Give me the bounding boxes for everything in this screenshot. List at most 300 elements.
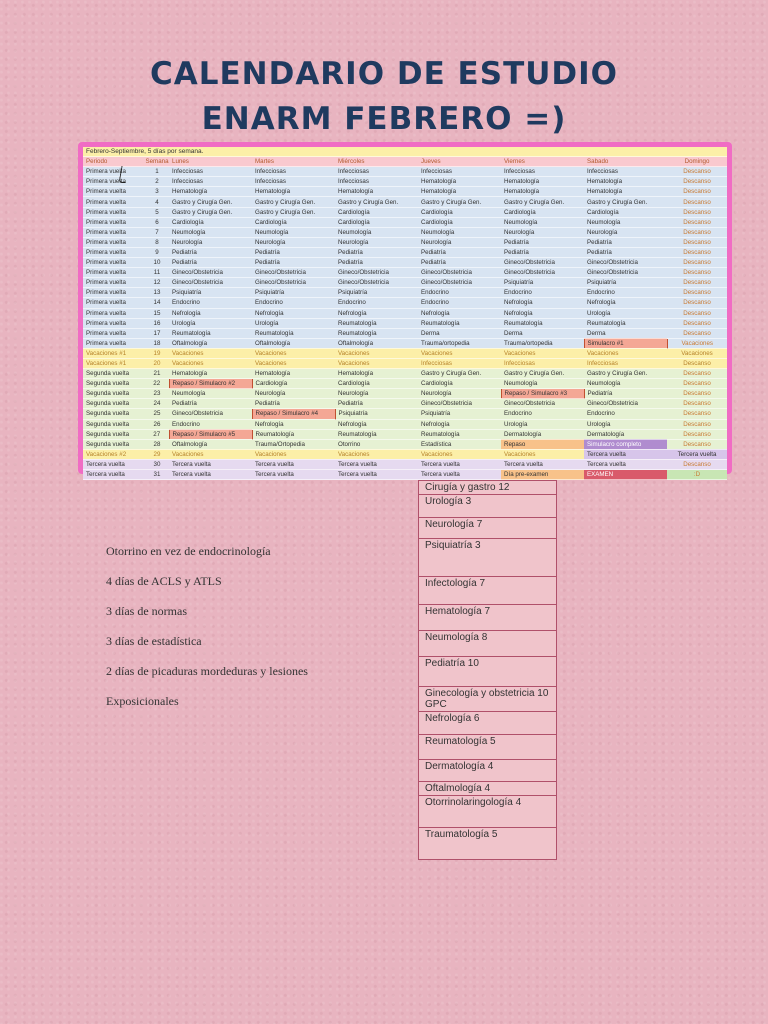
calendar-cell: Vacaciones xyxy=(335,358,418,368)
calendar-cell: Reumatología xyxy=(252,429,335,439)
calendar-cell: Neurología xyxy=(252,237,335,247)
subject-row: Traumatología 5 xyxy=(425,829,498,840)
calendar-cell: Descanso xyxy=(667,207,727,217)
calendar-cell: Gastro y Cirugía Gen. xyxy=(169,207,252,217)
calendar-row xyxy=(83,278,727,288)
calendar-row xyxy=(83,308,727,318)
calendar-cell: 18 xyxy=(145,338,169,348)
calendar-cell: Cardiología xyxy=(335,207,418,217)
calendar-cell: Gineco/Obstetricia xyxy=(252,268,335,278)
calendar-cell: 13 xyxy=(145,288,169,298)
calendar-cell: Endocrino xyxy=(335,298,418,308)
calendar-cell: Pediatría xyxy=(252,399,335,409)
calendar-cell: Urología xyxy=(252,318,335,328)
note-item: 3 días de normas xyxy=(106,604,187,618)
calendar-cell: Hematología xyxy=(501,187,584,197)
calendar-cell: Gineco/Obstetricia xyxy=(584,258,667,268)
calendar-cell: Gineco/Obstetricia xyxy=(169,278,252,288)
calendar-cell: Urología xyxy=(169,318,252,328)
calendar-cell: Gineco/Obstetricia xyxy=(252,278,335,288)
calendar-cell: Gastro y Cirugía Gen. xyxy=(501,369,584,379)
calendar-cell: Infecciosas xyxy=(252,177,335,187)
calendar-cell: Dermatología xyxy=(501,429,584,439)
calendar-cell: Nefrología xyxy=(584,298,667,308)
calendar-row xyxy=(83,217,727,227)
calendar-cell: 8 xyxy=(145,237,169,247)
calendar-cell: Psiquiatría xyxy=(418,409,501,419)
calendar-cell: Vacaciones xyxy=(335,449,418,459)
calendar-cell: Pediatría xyxy=(501,237,584,247)
calendar-cell: Primera vuelta xyxy=(83,177,145,187)
calendar-cell: Nefrología xyxy=(501,298,584,308)
calendar-row xyxy=(83,409,727,419)
calendar-cell: Tercera vuelta xyxy=(335,459,418,469)
calendar-cell: Reumatología xyxy=(335,328,418,338)
calendar-cell: Gastro y Cirugía Gen. xyxy=(252,197,335,207)
calendar-cell: Primera vuelta xyxy=(83,207,145,217)
calendar-cell: Vacaciones xyxy=(252,449,335,459)
calendar-cell: Estadística xyxy=(418,439,501,449)
calendar-cell: Endocrino xyxy=(584,288,667,298)
calendar-cell: 7 xyxy=(145,227,169,237)
calendar-cell: Descanso xyxy=(667,308,727,318)
calendar-cell: Repaso xyxy=(501,439,584,449)
calendar-cell: Nefrología xyxy=(252,308,335,318)
subject-row: Neurología 7 xyxy=(419,518,556,539)
calendar-cell: Descanso xyxy=(667,237,727,247)
calendar-cell: Primera vuelta xyxy=(83,247,145,257)
calendar-header-cell: Miércoles xyxy=(335,157,418,167)
calendar-cell: Psiquiatría xyxy=(335,288,418,298)
calendar-row xyxy=(83,318,727,328)
calendar-cell: Reumatología xyxy=(418,429,501,439)
calendar-cell: Gastro y Cirugía Gen. xyxy=(169,197,252,207)
calendar-cell: Descanso xyxy=(667,278,727,288)
calendar-cell: Gineco/Obstetricia xyxy=(584,399,667,409)
calendar-cell: Gastro y Cirugía Gen. xyxy=(584,369,667,379)
calendar-cell: Descanso xyxy=(667,439,727,449)
calendar-header-cell: Lunes xyxy=(169,157,252,167)
calendar-cell: Vacaciones xyxy=(667,338,727,348)
calendar-cell: Hematología xyxy=(584,177,667,187)
calendar-cell: Pediatría xyxy=(584,389,667,399)
calendar-row xyxy=(83,328,727,338)
calendar-header-cell: Martes xyxy=(252,157,335,167)
calendar-cell: Vacaciones xyxy=(418,449,501,459)
calendar-cell: Pediatría xyxy=(335,399,418,409)
calendar-table xyxy=(83,147,727,480)
calendar-row xyxy=(83,389,727,399)
calendar-cell: Segunda vuelta xyxy=(83,369,145,379)
calendar-cell: 22 xyxy=(145,379,169,389)
calendar-cell: Repaso / Simulacro #3 xyxy=(501,389,584,399)
calendar-cell: Pediatría xyxy=(169,258,252,268)
calendar-cell: Infecciosas xyxy=(418,358,501,368)
calendar-cell: Pediatría xyxy=(169,399,252,409)
calendar-cell: Vacaciones xyxy=(584,348,667,358)
calendar-cell: Oftalmología xyxy=(169,338,252,348)
calendar-cell: Derma xyxy=(418,328,501,338)
calendar-cell: Neurología xyxy=(418,389,501,399)
title-line-2: ENARM FEBRERO =) xyxy=(201,101,567,137)
calendar-cell: Descanso xyxy=(667,409,727,419)
calendar-cell: Psiquiatría xyxy=(169,288,252,298)
calendar-row xyxy=(83,167,727,177)
calendar-cell: Neumología xyxy=(584,379,667,389)
calendar-cell: Neumología xyxy=(501,379,584,389)
calendar-row xyxy=(83,247,727,257)
note-item: 3 días de estadística xyxy=(106,634,202,648)
calendar-banner: Febrero-Septiembre, 5 días por semana. xyxy=(83,147,727,157)
calendar-cell: :D xyxy=(667,470,727,480)
subject-row: Pediatría 10 xyxy=(419,657,556,687)
calendar-cell: Descanso xyxy=(667,197,727,207)
calendar-cell: Endocrino xyxy=(418,298,501,308)
note-item: Exposicionales xyxy=(106,694,179,708)
calendar-row xyxy=(83,207,727,217)
calendar-cell: Descanso xyxy=(667,379,727,389)
calendar-cell: Gineco/Obstetricia xyxy=(335,268,418,278)
calendar-cell: Infecciosas xyxy=(169,167,252,177)
calendar-cell: Primera vuelta xyxy=(83,268,145,278)
calendar-header-cell: Periodo xyxy=(83,157,145,167)
calendar-cell: Gineco/Obstetricia xyxy=(501,399,584,409)
calendar-cell: Tercera vuelta xyxy=(169,459,252,469)
calendar-cell: Nefrología xyxy=(335,419,418,429)
calendar-cell: Oftalmología xyxy=(169,439,252,449)
calendar-header-cell: Sabado xyxy=(584,157,667,167)
calendar-cell: Cardiología xyxy=(335,217,418,227)
calendar-row xyxy=(83,177,727,187)
calendar-cell: Endocrino xyxy=(169,419,252,429)
calendar-cell: Vacaciones xyxy=(169,348,252,358)
calendar-cell: Hematología xyxy=(335,369,418,379)
calendar-cell: Neurología xyxy=(252,389,335,399)
calendar-cell: Gastro y Cirugía Gen. xyxy=(335,197,418,207)
calendar-cell: Neurología xyxy=(418,237,501,247)
calendar-cell: 2 xyxy=(145,177,169,187)
calendar-cell: Vacaciones xyxy=(169,449,252,459)
calendar-cell: Reumatología xyxy=(501,318,584,328)
calendar-cell: Psiquiatría xyxy=(501,278,584,288)
calendar-cell: Segunda vuelta xyxy=(83,429,145,439)
calendar-cell: Otorrino xyxy=(335,439,418,449)
calendar-cell: Primera vuelta xyxy=(83,288,145,298)
calendar-cell: Primera vuelta xyxy=(83,318,145,328)
calendar-cell: Neumología xyxy=(169,389,252,399)
calendar-row xyxy=(83,268,727,278)
calendar-cell: Infecciosas xyxy=(584,167,667,177)
calendar-cell: Segunda vuelta xyxy=(83,379,145,389)
calendar-cell: Pediatría xyxy=(584,237,667,247)
calendar-cell: Cardiología xyxy=(418,207,501,217)
calendar-cell: Vacaciones xyxy=(501,348,584,358)
calendar-cell: Gineco/Obstetricia xyxy=(418,278,501,288)
calendar-cell: Descanso xyxy=(667,288,727,298)
calendar-cell: 6 xyxy=(145,217,169,227)
calendar-cell: Psiquiatría xyxy=(252,288,335,298)
calendar-cell: Tercera vuelta xyxy=(83,459,145,469)
calendar-cell: Urología xyxy=(584,419,667,429)
calendar-cell: Vacaciones #1 xyxy=(83,358,145,368)
calendar-cell: 26 xyxy=(145,419,169,429)
calendar-cell: EXAMEN xyxy=(584,470,667,480)
calendar-cell: Tercera vuelta xyxy=(501,459,584,469)
calendar-cell: Pediatría xyxy=(335,247,418,257)
calendar-row xyxy=(83,227,727,237)
calendar-cell: Descanso xyxy=(667,318,727,328)
note-item: Otorrino en vez de endocrinología xyxy=(106,544,271,558)
calendar-cell: Tercera vuelta xyxy=(667,449,727,459)
calendar-header-cell: Jueves xyxy=(418,157,501,167)
calendar-header-cell: Semana xyxy=(145,158,169,166)
calendar-row xyxy=(83,429,727,439)
subject-row: Urología 3 xyxy=(419,495,556,518)
calendar-cell: Gineco/Obstetricia xyxy=(584,268,667,278)
calendar-cell: Reumatología xyxy=(418,318,501,328)
calendar-row xyxy=(83,459,727,469)
calendar-cell: Hematología xyxy=(501,177,584,187)
calendar-cell: Primera vuelta xyxy=(83,328,145,338)
calendar-cell: Nefrología xyxy=(501,308,584,318)
calendar-cell: Hematología xyxy=(418,177,501,187)
calendar-cell: Pediatría xyxy=(335,258,418,268)
calendar-cell: Primera vuelta xyxy=(83,237,145,247)
calendar-cell: Primera vuelta xyxy=(83,187,145,197)
calendar-cell: Hematología xyxy=(335,187,418,197)
subject-row: Oftalmología 4 xyxy=(419,782,556,796)
calendar-cell: Neurología xyxy=(501,227,584,237)
calendar-cell: Derma xyxy=(501,328,584,338)
calendar-cell: Tercera vuelta xyxy=(335,470,418,480)
calendar-header-cell: Viernes xyxy=(501,157,584,167)
calendar-cell: 12 xyxy=(145,278,169,288)
calendar-cell: Tercera vuelta xyxy=(83,470,145,480)
note-item: 2 días de picaduras mordeduras y lesiones xyxy=(106,664,308,678)
subject-row: Neumología 8 xyxy=(419,631,556,657)
calendar-cell: Hematología xyxy=(252,187,335,197)
calendar-cell: Vacaciones #2 xyxy=(83,449,145,459)
subject-row: Otorrinolaringología 4 xyxy=(419,796,556,828)
calendar-row xyxy=(83,288,727,298)
calendar-cell: 14 xyxy=(145,298,169,308)
calendar-cell: Primera vuelta xyxy=(83,217,145,227)
calendar-cell: Pediatría xyxy=(252,247,335,257)
calendar-cell: Segunda vuelta xyxy=(83,409,145,419)
calendar-cell: Segunda vuelta xyxy=(83,389,145,399)
calendar-cell: 24 xyxy=(145,399,169,409)
calendar-row xyxy=(83,439,727,449)
calendar-row xyxy=(83,470,727,480)
calendar-cell: Gineco/Obstetricia xyxy=(169,268,252,278)
calendar-cell: Nefrología xyxy=(418,308,501,318)
calendar-cell: Descanso xyxy=(667,358,727,368)
calendar-cell: Oftalmología xyxy=(252,338,335,348)
calendar-cell: Reumatología xyxy=(169,328,252,338)
calendar-cell: Gineco/Obstetricia xyxy=(501,268,584,278)
calendar-cell: Endocrino xyxy=(169,298,252,308)
calendar-cell: Cardiología xyxy=(418,217,501,227)
page-title xyxy=(0,52,768,142)
calendar-cell: Tercera vuelta xyxy=(252,470,335,480)
calendar-cell: Vacaciones xyxy=(335,348,418,358)
calendar-cell: Descanso xyxy=(667,177,727,187)
calendar-cell: Descanso xyxy=(667,429,727,439)
calendar-cell: Endocrino xyxy=(584,409,667,419)
calendar-cell: Infecciosas xyxy=(501,358,584,368)
calendar-cell: Pediatría xyxy=(418,258,501,268)
subject-row: Cirugía y gastro 12 xyxy=(419,481,556,495)
subject-row: Psiquiatría 3 xyxy=(419,539,556,577)
calendar-cell: Endocrino xyxy=(501,409,584,419)
calendar-cell: Nefrología xyxy=(169,308,252,318)
calendar-cell: Neurología xyxy=(169,237,252,247)
calendar-cell: Gastro y Cirugía Gen. xyxy=(418,197,501,207)
subjects-table xyxy=(418,480,557,860)
calendar-cell: Primera vuelta xyxy=(83,338,145,348)
calendar-cell: 10 xyxy=(145,258,169,268)
calendar-cell: Nefrología xyxy=(252,419,335,429)
calendar-row xyxy=(83,338,727,348)
calendar-cell: Primera vuelta xyxy=(83,167,145,177)
calendar-cell: Día pre-examen xyxy=(501,470,584,480)
subject-row: Reumatología 5 xyxy=(419,735,556,760)
calendar-cell: 15 xyxy=(145,308,169,318)
calendar-cell: Neurología xyxy=(584,227,667,237)
calendar-cell: Neumología xyxy=(252,227,335,237)
calendar-cell: Repaso / Simulacro #2 xyxy=(169,379,252,389)
calendar-cell: Tercera vuelta xyxy=(418,470,501,480)
calendar-cell: Vacaciones xyxy=(169,358,252,368)
calendar-cell: Gastro y Cirugía Gen. xyxy=(584,197,667,207)
calendar-cell: Reumatología xyxy=(335,429,418,439)
calendar-cell: Segunda vuelta xyxy=(83,439,145,449)
calendar-cell: Descanso xyxy=(667,217,727,227)
calendar-cell: Primera vuelta xyxy=(83,298,145,308)
calendar-cell: 28 xyxy=(145,439,169,449)
calendar-cell: Descanso xyxy=(667,369,727,379)
calendar-cell: Endocrino xyxy=(501,288,584,298)
calendar-cell: Repaso / Simulacro #5 xyxy=(169,429,252,439)
calendar-cell: 4 xyxy=(145,197,169,207)
calendar-cell: Reumatología xyxy=(335,318,418,328)
calendar-cell: Vacaciones xyxy=(252,358,335,368)
calendar-row xyxy=(83,197,727,207)
calendar-cell: Trauma/Ortopedia xyxy=(252,439,335,449)
calendar-cell: Hematología xyxy=(584,187,667,197)
calendar-cell: 23 xyxy=(145,389,169,399)
calendar-cell: Infecciosas xyxy=(252,167,335,177)
calendar-cell: Descanso xyxy=(667,187,727,197)
calendar-cell: Endocrino xyxy=(418,288,501,298)
calendar-cell: 21 xyxy=(145,369,169,379)
calendar-cell: Hematología xyxy=(252,369,335,379)
calendar-row xyxy=(83,298,727,308)
calendar-cell: Nefrología xyxy=(335,308,418,318)
subject-row: Dermatología 4 xyxy=(419,760,556,782)
calendar-cell: 5 xyxy=(145,207,169,217)
calendar-cell: Neurología xyxy=(335,237,418,247)
calendar-cell: Infecciosas xyxy=(335,177,418,187)
calendar-cell: Hematología xyxy=(169,187,252,197)
calendar-cell: 11 xyxy=(145,268,169,278)
calendar-row xyxy=(83,237,727,247)
calendar-row xyxy=(83,358,727,368)
calendar-cell: Pediatría xyxy=(501,247,584,257)
calendar-cell: Neumología xyxy=(169,227,252,237)
calendar-cell: Simulacro completo xyxy=(584,439,667,449)
calendar-cell: Pediatría xyxy=(418,247,501,257)
calendar-cell: 25 xyxy=(145,409,169,419)
calendar-cell: Psiquiatría xyxy=(584,278,667,288)
calendar-cell: Endocrino xyxy=(252,298,335,308)
notes-list xyxy=(106,538,406,718)
calendar-cell: 3 xyxy=(145,187,169,197)
calendar-cell: Nefrología xyxy=(418,419,501,429)
calendar-cell: Descanso xyxy=(667,399,727,409)
calendar-cell: Pediatría xyxy=(252,258,335,268)
calendar-cell: Cardiología xyxy=(501,207,584,217)
subject-row: Nefrología 6 xyxy=(419,712,556,735)
calendar-cell: Tercera vuelta xyxy=(252,459,335,469)
calendar-cell: 20 xyxy=(145,358,169,368)
calendar-cell: Cardiología xyxy=(335,379,418,389)
calendar-cell: Cardiología xyxy=(252,217,335,227)
calendar-cell: Gastro y Cirugía Gen. xyxy=(501,197,584,207)
calendar-cell: Neumología xyxy=(335,227,418,237)
calendar-cell: Psiquiatría xyxy=(335,409,418,419)
calendar-cell: Infecciosas xyxy=(335,167,418,177)
calendar-row xyxy=(83,449,727,459)
calendar-banner-row xyxy=(83,147,727,157)
calendar-cell: Reumatología xyxy=(584,318,667,328)
calendar-frame xyxy=(78,142,732,479)
calendar-cell: Descanso xyxy=(667,227,727,237)
calendar-row xyxy=(83,258,727,268)
calendar-cell: Cardiología xyxy=(169,217,252,227)
calendar-cell: Vacaciones xyxy=(667,348,727,358)
calendar-row xyxy=(83,379,727,389)
calendar-row xyxy=(83,187,727,197)
calendar-cell: Tercera vuelta xyxy=(418,459,501,469)
calendar-cell: Hematología xyxy=(418,187,501,197)
calendar-cell: Cardiología xyxy=(252,379,335,389)
calendar-header-cell: Domingo xyxy=(667,157,727,167)
calendar-cell: 19 xyxy=(145,348,169,358)
calendar-cell: Infecciosas xyxy=(169,177,252,187)
note-item: 4 días de ACLS y ATLS xyxy=(106,574,222,588)
calendar-row xyxy=(83,348,727,358)
calendar-cell: 16 xyxy=(145,318,169,328)
calendar-cell: Segunda vuelta xyxy=(83,419,145,429)
calendar-cell: Trauma/ortopedia xyxy=(418,338,501,348)
calendar-cell: Dermatología xyxy=(584,429,667,439)
calendar-cell: Oftalmología xyxy=(335,338,418,348)
calendar-cell: Cardiología xyxy=(584,207,667,217)
calendar-cell: Descanso xyxy=(667,389,727,399)
calendar-cell: Gastro y Cirugía Gen. xyxy=(418,369,501,379)
calendar-cell: Reumatología xyxy=(252,328,335,338)
calendar-cell: 9 xyxy=(145,247,169,257)
calendar-cell: Primera vuelta xyxy=(83,227,145,237)
subject-row: Ginecología y obstetricia 10 GPC xyxy=(419,687,556,712)
calendar-cell: 27 xyxy=(145,429,169,439)
calendar-cell: Gineco/Obstetricia xyxy=(418,268,501,278)
title-line-1: CALENDARIO DE ESTUDIO xyxy=(149,56,619,92)
calendar-cell: Infecciosas xyxy=(501,167,584,177)
calendar-cell: Descanso xyxy=(667,258,727,268)
calendar-cell: Cardiología xyxy=(418,379,501,389)
